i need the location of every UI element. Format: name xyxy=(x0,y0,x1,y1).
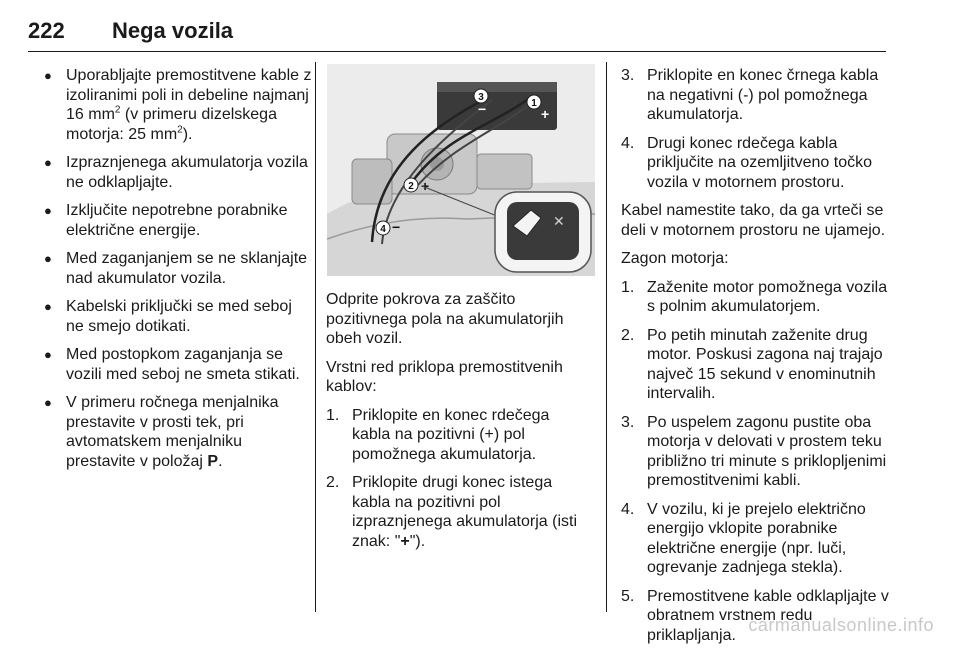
watermark: carmanualsonline.info xyxy=(748,615,934,635)
svg-text:1: 1 xyxy=(531,98,537,109)
paragraph-cable-routing: Kabel namestite tako, da ga vrteči se deli v motornem prostoru ne ujamejo. xyxy=(621,202,886,239)
svg-text:4: 4 xyxy=(380,224,386,235)
list-item: 5. Premostitvene kable odklapljajte v obratnem vrstnem redu priklapljanja. xyxy=(621,587,889,644)
engine-start-steps xyxy=(621,278,891,646)
list-item: ● V primeru ročnega menjalnika prestavite v prosti tek, pri avtomatskem menjalniku prestavite v položaj P. xyxy=(44,393,312,471)
list-item: ● Izključite nepotrebne porabnike električne energije. xyxy=(44,201,312,240)
connection-steps-continued xyxy=(621,66,891,192)
svg-text:−: − xyxy=(392,219,401,235)
paragraph-open-covers: Odprite pokrova za zaščito pozitivnega pola na akumulatorjih obeh vozil. xyxy=(326,291,564,347)
list-item: 1. Zaženite motor pomožnega vozila s polnim akumulatorjem. xyxy=(621,278,888,315)
list-item: 4. Drugi konec rdečega kabla priključite na ozemljitveno točko vozila v motornem prostoru. xyxy=(621,134,872,191)
header-rule xyxy=(28,51,886,52)
list-item: ● Med postopkom zaganjanja se vozili med seboj ne smeta stikati. xyxy=(44,345,312,384)
column-divider-left xyxy=(315,62,316,612)
list-item: 2. Po petih minutah zaženite drug motor. Poskusi zagona naj trajajo največ 15 sekund v enominutnih intervalih. xyxy=(621,326,883,402)
connection-steps xyxy=(326,406,592,552)
svg-text:−: − xyxy=(478,101,487,117)
svg-text:3: 3 xyxy=(478,92,484,103)
list-item: ● Kabelski priključki se med seboj ne smejo dotikati. xyxy=(44,297,312,336)
list-item: ● Izpraznjenega akumulatorja vozila ne odklapljajte. xyxy=(44,153,312,192)
list-item: ● Uporabljajte premostitvene kable z izoliranimi poli in debeline najmanj 16 $mm^2$ (v primeru dizelskega motorja: 25 $mm^2$). xyxy=(44,66,312,144)
svg-text:+: + xyxy=(421,178,430,194)
precautions-list xyxy=(44,66,312,471)
jump-start-illustration xyxy=(327,64,595,276)
list-item: 2. Priklopite drugi konec istega kabla na pozitivni pol izpraznjenega akumulatorja (isti znak: "+"). xyxy=(326,474,577,550)
column-divider-right xyxy=(606,62,607,612)
column-1 xyxy=(44,66,312,480)
page-title: Nega vozila xyxy=(112,18,234,43)
svg-text:+: + xyxy=(541,106,550,122)
list-item: 1. Priklopite en konec rdečega kabla na pozitivni (+) pol pomožnega akumulatorja. xyxy=(326,406,550,463)
column-3 xyxy=(621,66,891,654)
engine-bay-illustration xyxy=(327,64,595,276)
paragraph-start-intro: Zagon motorja: xyxy=(621,250,729,267)
paragraph-order-intro: Vrstni red priklopa premostitvenih kablov: xyxy=(326,358,563,395)
list-item: 4. V vozilu, ki je prejelo električno energijo vklopite porabnike električne energije (npr. luči, ogrevanje zadnjega stekla). xyxy=(621,500,866,576)
list-item: 3. Po uspelem zagonu pustite oba motorja v delovati v prostem teku približno tri minute s priklopljenimi premostitvenimi kabli. xyxy=(621,413,887,489)
svg-text:✕: ✕ xyxy=(553,213,565,229)
svg-text:2: 2 xyxy=(408,181,414,192)
list-item: 3. Priklopite en konec črnega kabla na negativni (-) pol pomožnega akumulatorja. xyxy=(621,67,879,123)
column-2 xyxy=(326,290,592,560)
page-number: 222 xyxy=(28,18,65,43)
list-item: ● Med zaganjanjem se ne sklanjajte nad akumulator vozila. xyxy=(44,249,312,288)
